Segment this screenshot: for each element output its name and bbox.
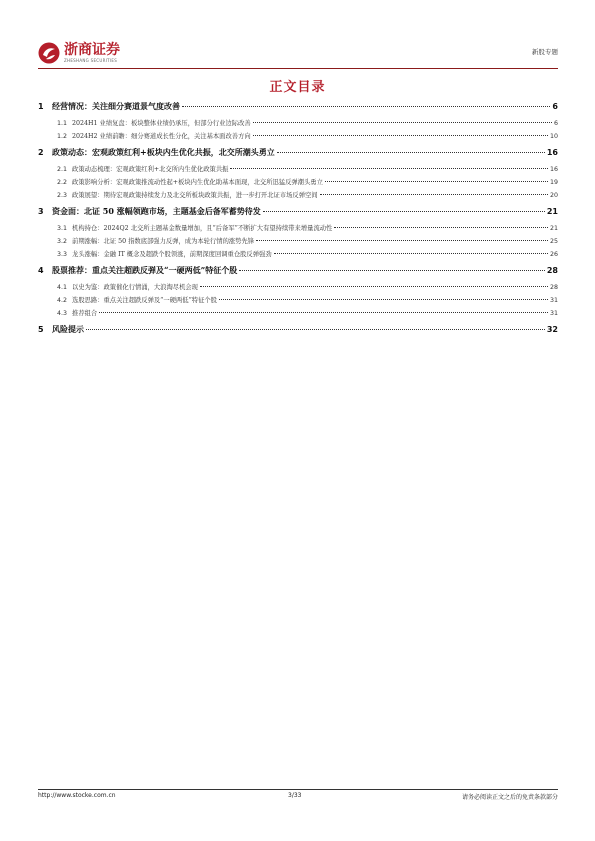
toc-leader-dots — [219, 299, 548, 300]
toc-subsection-entry[interactable] — [38, 164, 558, 177]
report-type-label: 新股专题 — [532, 48, 558, 56]
toc-entry-title: 选股思路：重点关注超跌反弹及“一硬两低”特征个股 — [72, 297, 217, 304]
toc-leader-dots — [256, 240, 548, 241]
toc-entry-number: 2.2 — [57, 179, 68, 186]
toc-leader-dots — [200, 286, 548, 287]
toc-leader-dots — [86, 329, 545, 330]
toc-leader-dots — [320, 194, 548, 195]
footer-disclaimer: 请务必阅读正文之后的免责条款部分 — [461, 794, 558, 801]
toc-section-entry[interactable] — [38, 147, 558, 164]
toc-subsection-entry[interactable] — [38, 282, 558, 295]
toc-entry-page: 28 — [549, 284, 558, 291]
toc-entry-title: 股票推荐：重点关注超跌反弹及“一硬两低”特征个股 — [52, 265, 238, 275]
toc-entry-page: 26 — [549, 251, 558, 258]
toc-entry-title: 经营情况：关注细分赛道景气度改善 — [52, 101, 180, 111]
toc-entry-title: 机构持仓：2024Q2 北交所主题基金数量增加，且“后备军”不断扩大有望持续带来增量流动性 — [72, 225, 333, 232]
toc-entry-page: 31 — [549, 297, 558, 304]
page-number: 3/33 — [288, 792, 302, 799]
toc-entry-number: 4.1 — [57, 284, 68, 291]
toc-entry-title: 以史为鉴：政策催化行情涌，大浪淘尽机会现 — [72, 284, 198, 291]
toc-leader-dots — [182, 106, 550, 107]
toc-entry-title: 前期涨幅：北证 50 指数底部强力反弹，成为本轮行情的涨势先锋 — [72, 238, 255, 245]
toc-entry-page: 19 — [549, 179, 558, 186]
toc-entry-number: 3.1 — [57, 225, 68, 232]
toc-entry-number: 4 — [38, 266, 44, 275]
toc-entry-page: 16 — [546, 148, 558, 157]
toc-subsection-entry[interactable] — [38, 131, 558, 144]
toc-leader-dots — [253, 122, 552, 123]
zheshang-logo-icon — [38, 42, 60, 64]
toc-entry-title: 政策影响分析：宏观政策推流动性起+板块内生优化助基本面现，北交所迅猛反弹潮头勇立 — [72, 179, 323, 186]
toc-entry-number: 2 — [38, 148, 44, 157]
toc-leader-dots — [99, 312, 548, 313]
toc-entry-number: 1 — [38, 102, 44, 111]
toc-subsection-entry[interactable] — [38, 177, 558, 190]
toc-subsection-entry[interactable] — [38, 223, 558, 236]
toc-entry-title: 资金面：北证 50 涨幅领跑市场，主题基金后备军蓄势待发 — [52, 206, 261, 216]
toc-entry-number: 3.3 — [57, 251, 68, 258]
toc-entry-page: 21 — [546, 207, 558, 216]
toc-subsection-entry[interactable] — [38, 190, 558, 203]
footer-url-link[interactable]: http://www.stocke.com.cn — [38, 792, 116, 799]
toc-entry-number: 3.2 — [57, 238, 68, 245]
toc-entry-number: 1.1 — [57, 120, 68, 127]
toc-leader-dots — [239, 270, 545, 271]
toc-entry-title: 2024H2 业绩前瞻：细分赛道成长性分化，关注基本面改善方向 — [72, 133, 251, 140]
toc-entry-page: 16 — [549, 166, 558, 173]
brand-name-en: ZHESHANG SECURITIES — [64, 57, 118, 63]
toc-entry-number: 2.1 — [57, 166, 68, 173]
toc-entry-page: 6 — [553, 120, 558, 127]
toc-section-entry[interactable] — [38, 324, 558, 341]
toc-entry-page: 10 — [549, 133, 558, 140]
footer-rule — [38, 789, 558, 790]
toc-subsection-entry[interactable] — [38, 249, 558, 262]
toc-entry-title: 推荐组合 — [72, 310, 98, 317]
toc-entry-title: 政策动态：宏观政策红利+板块内生优化共振，北交所潮头勇立 — [52, 147, 275, 157]
toc-leader-dots — [230, 168, 548, 169]
toc-entry-number: 3 — [38, 207, 44, 216]
toc-section-entry[interactable] — [38, 206, 558, 223]
toc-entry-page: 20 — [549, 192, 558, 199]
toc-subsection-entry[interactable] — [38, 236, 558, 249]
toc-entry-page: 21 — [549, 225, 558, 232]
toc-entry-title: 政策动态梳理：宏观政策红利+北交所内生优化政策共振 — [72, 166, 229, 173]
page-footer — [38, 792, 558, 804]
toc-entry-title: 2024H1 业绩复盘：板块整体业绩仍承压，但部分行业边际改善 — [72, 120, 251, 127]
toc-subsection-entry[interactable] — [38, 308, 558, 321]
toc-entry-page: 25 — [549, 238, 558, 245]
toc-entry-title: 政策展望：期待宏观政策持续发力及北交所板块政策共振，进一步打开北证市场反弹空间 — [72, 192, 318, 199]
toc-leader-dots — [253, 135, 548, 136]
toc-entry-title: 龙头涨幅：金融 IT 概念及超跌个股领涨，前期深度回调重仓股反弹强劲 — [72, 251, 272, 258]
page-header — [38, 40, 558, 70]
brand-name-cn: 浙商证券 — [64, 41, 120, 58]
toc-section-entry[interactable] — [38, 265, 558, 282]
toc-entry-page: 32 — [546, 325, 558, 334]
toc-leader-dots — [334, 227, 548, 228]
toc-entry-number: 5 — [38, 325, 44, 334]
toc-entry-number: 4.2 — [57, 297, 68, 304]
toc-entry-page: 6 — [552, 102, 558, 111]
toc-subsection-entry[interactable] — [38, 118, 558, 131]
toc-entry-number: 1.2 — [57, 133, 68, 140]
toc-subsection-entry[interactable] — [38, 295, 558, 308]
toc-section-entry[interactable] — [38, 101, 558, 118]
toc-leader-dots — [263, 211, 545, 212]
table-of-contents — [38, 101, 558, 341]
toc-entry-title: 风险提示 — [52, 324, 84, 334]
toc-leader-dots — [277, 152, 545, 153]
toc-entry-page: 28 — [546, 266, 558, 275]
toc-entry-page: 31 — [549, 310, 558, 317]
header-rule — [38, 68, 558, 69]
toc-entry-number: 4.3 — [57, 310, 68, 317]
toc-leader-dots — [274, 253, 548, 254]
toc-leader-dots — [325, 181, 548, 182]
toc-entry-number: 2.3 — [57, 192, 68, 199]
brand-logo — [38, 40, 120, 66]
toc-title: 正文目录 — [269, 80, 326, 95]
